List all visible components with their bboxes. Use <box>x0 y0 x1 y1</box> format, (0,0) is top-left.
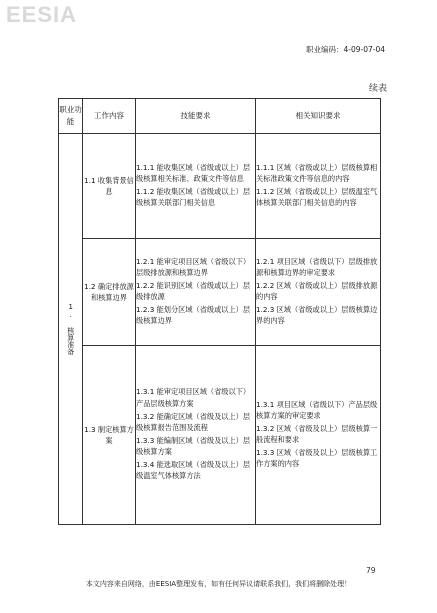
knowledge-cell <box>256 346 381 525</box>
header-knowledge: 相关知识要求 <box>256 99 381 134</box>
knowledge-item: 1.1.2 区域（省级或以上）层级温室气体核算关联部门相关信息的内容 <box>256 187 378 208</box>
work-content: 1.3 制定核算方案 <box>83 346 136 525</box>
work-content: 1.2 确定排放源和核算边界 <box>83 239 136 346</box>
knowledge-item: 1.3.3 区域（省级及以上）层级核算工作方案的内容 <box>256 448 378 469</box>
skills-cell <box>136 346 256 525</box>
skill-item: 1.3.3 能编制区域（省级及以上）层级核算方案 <box>136 436 251 457</box>
header-function: 职业功能 <box>59 99 83 134</box>
table-row <box>59 239 381 346</box>
skills-table <box>58 98 381 525</box>
header-skills: 技能要求 <box>136 99 256 134</box>
knowledge-item: 1.3.2 区域（省级及以上）层级核算一般流程和要求 <box>256 423 378 444</box>
skill-item: 1.1.2 能收集区域（省级或以上）层级核算关联部门相关信息 <box>136 187 251 208</box>
table-header-row <box>59 99 381 134</box>
skill-item: 1.1.1 能收集区域（省级或以上）层级核算相关标准、政策文件等信息 <box>136 162 251 183</box>
footer-disclaimer: 本文内容来自网络，由EESIA整理发布，如有任何异议请联系我们，我们将删除处理！ <box>85 580 352 588</box>
knowledge-item: 1.3.1 项目区域（省级以下）产品层级核算方案的审定要求 <box>256 399 378 420</box>
skills-cell <box>136 239 256 346</box>
table-row <box>59 346 381 525</box>
header-work: 工作内容 <box>83 99 136 134</box>
skills-cell <box>136 134 256 239</box>
table-row <box>59 134 381 239</box>
knowledge-item: 1.1.1 区域（省级或以上）层级核算相关标准政策文件等信息的内容 <box>256 162 378 183</box>
eesia-logo: EESIA <box>6 2 78 27</box>
page-number: 79 <box>366 566 376 575</box>
occupation-code: 职业编码：4-09-07-04 <box>305 45 385 54</box>
skill-item: 1.3.4 能选取区域（省级及以上）层级温室气体核算方法 <box>136 460 251 481</box>
skill-item: 1.3.2 能确定区域（省级及以上）层级核算报告范围及流程 <box>136 411 251 432</box>
skill-item: 1.2.3 能划分区域（省级或以上）层级核算边界 <box>136 305 251 326</box>
skill-item: 1.3.1 能审定项目区域（省级以下）产品层级核算方案 <box>136 387 251 408</box>
section-label: 1. 核算准备 <box>66 303 75 355</box>
knowledge-item: 1.2.2 区域（省级或以上）层级排放源的内容 <box>256 280 378 301</box>
knowledge-cell <box>256 134 381 239</box>
section-cell <box>59 134 83 525</box>
skill-item: 1.2.2 能识别区域（省级或以上）层级排放源 <box>136 280 251 301</box>
skill-item: 1.2.1 能审定项目区域（省级以下）层级排放源和核算边界 <box>136 256 251 277</box>
knowledge-cell <box>256 239 381 346</box>
continued-label: 续表 <box>368 84 387 94</box>
knowledge-item: 1.2.3 区域（省级或以上）层级核算边界的内容 <box>256 305 378 326</box>
work-content: 1.1 收集背景信息 <box>83 134 136 239</box>
knowledge-item: 1.2.1 项目区域（省级以下）层级排放源和核算边界的审定要求 <box>256 256 378 277</box>
